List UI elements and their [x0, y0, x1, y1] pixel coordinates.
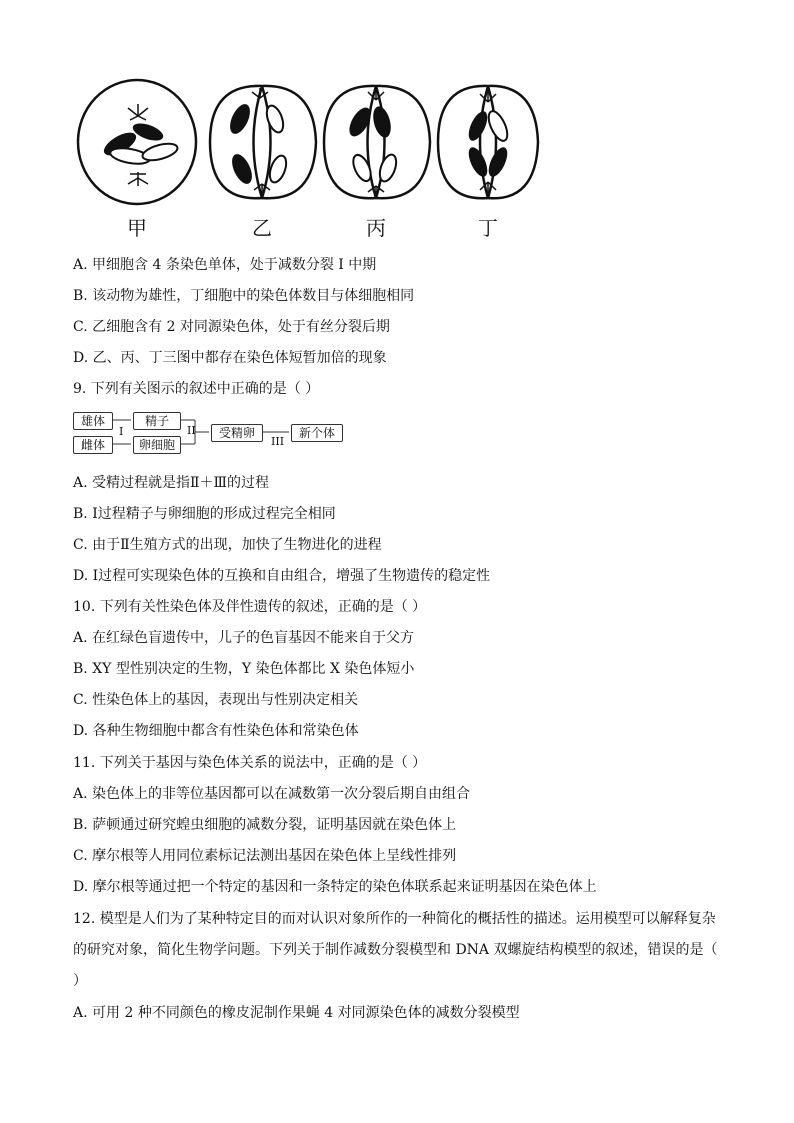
label-yi: 乙	[252, 216, 272, 240]
cell-division-figure	[70, 74, 550, 244]
box-sperm: 精子	[133, 412, 181, 430]
box-new-individual: 新个体	[291, 424, 343, 442]
q11-option-d: D. 摩尔根等通过把一个特定的基因和一条特定的染色体联系起来证明基因在染色体上	[73, 879, 597, 895]
q9-option-b: B. Ⅰ过程精子与卵细胞的形成过程完全相同	[73, 506, 336, 522]
q10-option-a: A. 在红绿色盲遗传中，儿子的色盲基因不能来自于父方	[73, 630, 415, 646]
q12-stem: 12. 模型是人们为了某种特定目的而对认识对象所作的一种简化的概括性的描述。运用模型可以解释复杂的研究对象，简化生物学问题。下列关于制作减数分裂模型和 DNA 双螺旋结构模型的叙述，错误的是（ ）	[73, 911, 718, 989]
q11-stem: 11. 下列关于基因与染色体关系的说法中，正确的是（ ）	[73, 755, 427, 771]
q10-option-c: C. 性染色体上的基因，表现出与性别决定相关	[73, 692, 359, 708]
label-step3: III	[271, 435, 285, 448]
q10-stem: 10. 下列有关性染色体及伴性遗传的叙述，正确的是（ ）	[73, 599, 427, 615]
q12-option-a: A. 可用 2 种不同颜色的橡皮泥制作果蝇 4 对同源染色体的减数分裂模型	[73, 1005, 520, 1021]
q8-option-b: B. 该动物为雄性，丁细胞中的染色体数目与体细胞相同	[73, 288, 415, 304]
q8-option-c: C. 乙细胞含有 2 对同源染色体，处于有丝分裂后期	[73, 319, 390, 335]
box-male: 雄体	[73, 412, 113, 430]
box-female: 雌体	[73, 436, 113, 454]
q9-option-c: C. 由于Ⅱ生殖方式的出现，加快了生物进化的进程	[73, 537, 382, 553]
label-ding: 丁	[478, 216, 498, 240]
cell-yi	[210, 86, 316, 198]
cell-jia	[78, 80, 196, 204]
q10-option-b: B. XY 型性别决定的生物，Y 染色体都比 X 染色体短小	[73, 661, 415, 677]
q9-option-d: D. Ⅰ过程可实现染色体的互换和自由组合，增强了生物遗传的稳定性	[73, 568, 491, 584]
q9-stem: 9. 下列有关图示的叙述中正确的是（ ）	[73, 381, 320, 397]
cell-bing	[324, 86, 430, 198]
box-zygote: 受精卵	[211, 424, 263, 442]
q11-option-c: C. 摩尔根等人用同位素标记法测出基因在染色体上呈线性排列	[73, 848, 457, 864]
label-step1: I	[119, 425, 124, 438]
q8-option-d: D. 乙、丙、丁三图中都存在染色体短暂加倍的现象	[73, 350, 387, 366]
q9-flow-diagram	[73, 410, 353, 452]
q10-option-d: D. 各种生物细胞中都含有性染色体和常染色体	[73, 723, 359, 739]
q9-option-a: A. 受精过程就是指Ⅱ＋Ⅲ的过程	[73, 475, 270, 491]
q11-option-a: A. 染色体上的非等位基因都可以在减数第一次分裂后期自由组合	[73, 786, 471, 802]
q8-option-a: A. 甲细胞含 4 条染色单体，处于减数分裂 I 中期	[73, 257, 377, 273]
box-egg: 卵细胞	[133, 436, 181, 454]
q11-option-b: B. 萨顿通过研究蝗虫细胞的减数分裂，证明基因就在染色体上	[73, 817, 457, 833]
cell-figure-svg	[70, 74, 550, 214]
label-bing: 丙	[366, 216, 386, 240]
label-step2: II	[187, 424, 196, 437]
cell-ding	[438, 86, 538, 198]
label-jia: 甲	[127, 216, 147, 240]
